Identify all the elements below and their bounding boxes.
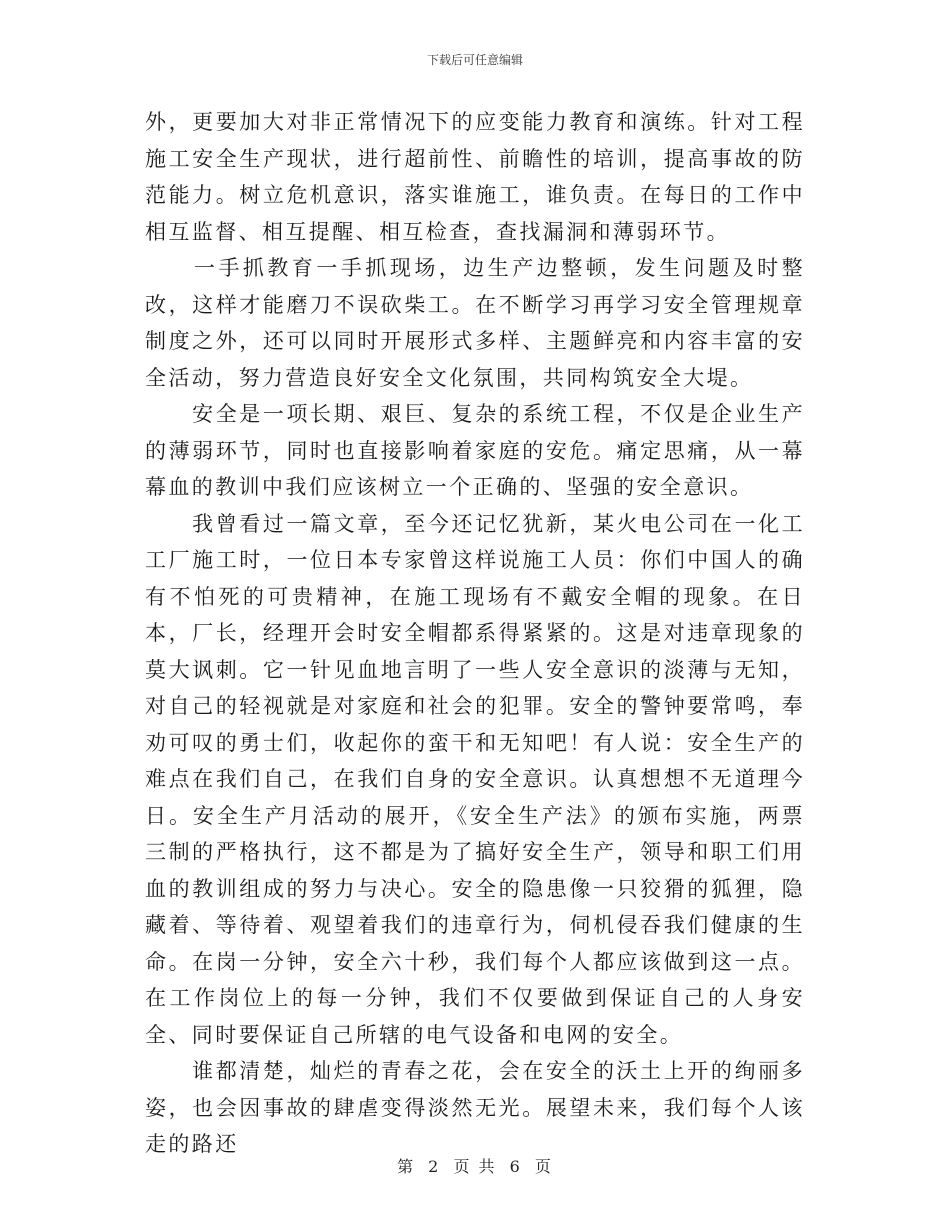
page-footer bbox=[0, 1157, 950, 1177]
document-body bbox=[145, 104, 805, 1163]
paragraph-3: 安全是一项长期、艰巨、复杂的系统工程，不仅是企业生产的薄弱环节，同时也直接影响着家庭的安危。痛定思痛，从一幕幕血的教训中我们应该树立一个正确的、坚强的安全意识。 bbox=[145, 402, 805, 499]
paragraph-5: 谁都清楚，灿烂的青春之花，会在安全的沃土上开的绚丽多姿，也会因事故的肆虐变得淡然无光。展望未来，我们每个人该走的路还 bbox=[145, 1059, 805, 1156]
footer-suffix: 页 bbox=[534, 1157, 553, 1176]
paragraph-4: 我曾看过一篇文章，至今还记忆犹新，某火电公司在一化工工厂施工时，一位日本专家曾这样说施工人员：你们中国人的确有不怕死的可贵精神，在施工现场有不戴安全帽的现象。在日本，厂长，经理开会时安全帽都系得紧紧的。这是对违章现象的莫大讽刺。它一针见血地言明了一些人安全意识的淡薄与无知，对自己的轻视就是对家庭和社会的犯罪。安全的警钟要常鸣，奉劝可叹的勇士们，收起你的蛮干和无知吧！有人说：安全生产的难点在我们自己，在我们自身的安全意识。认真想想不无道理今日。安全生产月活动的展开，《安全生产法》的颁布实施，两票三制的严格执行，这不都是为了搞好安全生产，领导和职工们用血的教训组成的努力与决心。安全的隐患像一只狡猾的狐狸，隐藏着、等待着、观望着我们的违章行为，伺机侵吞我们健康的生命。在岗一分钟，安全六十秒，我们每个人都应该做到这一点。在工作岗位上的每一分钟，我们不仅要做到保证自己的人身安全、同时要保证自己所辖的电气设备和电网的安全。 bbox=[145, 511, 805, 1047]
header-text: 下载后可任意编辑 bbox=[426, 53, 523, 67]
current-page-number: 2 bbox=[428, 1157, 441, 1176]
page-header bbox=[0, 52, 950, 68]
footer-middle: 页 共 bbox=[453, 1157, 497, 1176]
total-pages-number: 6 bbox=[509, 1157, 522, 1176]
footer-prefix: 第 bbox=[397, 1157, 416, 1176]
paragraph-1: 外，更要加大对非正常情况下的应变能力教育和演练。针对工程施工安全生产现状，进行超前性、前瞻性的培训，提高事故的防范能力。树立危机意识，落实谁施工，谁负责。在每日的工作中相互监督、相互提醒、相互检查，查找漏洞和薄弱环节。 bbox=[145, 110, 805, 244]
paragraph-2: 一手抓教育一手抓现场，边生产边整顿，发生问题及时整改，这样才能磨刀不误砍柴工。在不断学习再学习安全管理规章制度之外，还可以同时开展形式多样、主题鲜亮和内容丰富的安全活动，努力营造良好安全文化氛围，共同构筑安全大堤。 bbox=[145, 256, 805, 390]
